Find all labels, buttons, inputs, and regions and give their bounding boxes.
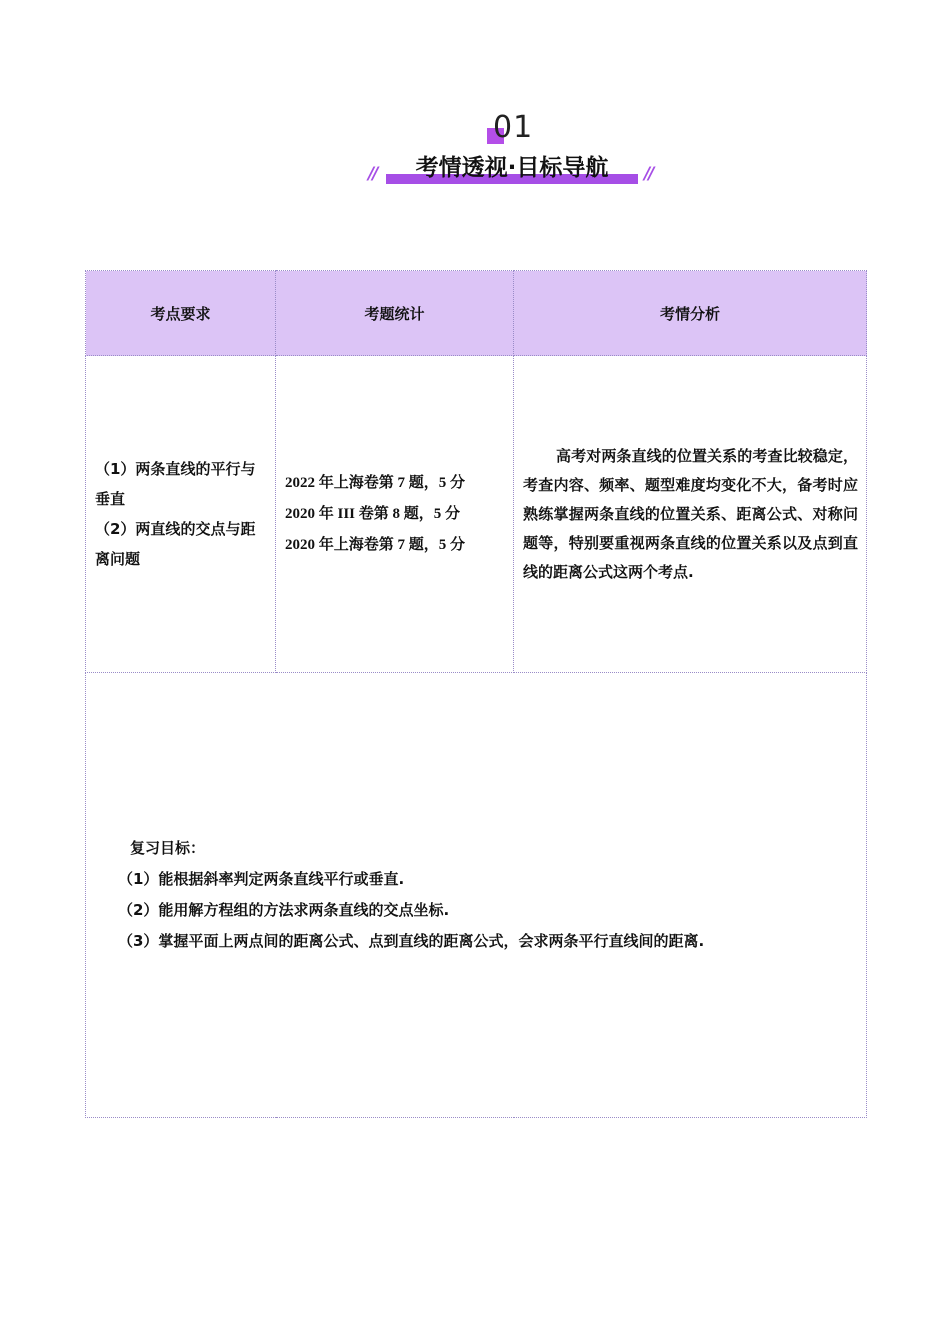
requirement-item: （2）两直线的交点与距离问题 [95, 520, 256, 568]
table-row [86, 356, 867, 673]
section-header [0, 108, 950, 198]
column-header-statistics: 考题统计 [276, 271, 514, 356]
review-goals-title: 复习目标： [130, 839, 206, 857]
requirements-cell [86, 356, 276, 673]
exam-analysis-table [85, 270, 867, 1118]
section-number: 01 [493, 110, 534, 145]
slash-decoration-right: // [644, 164, 653, 184]
slash-decoration-left: // [368, 164, 377, 184]
goal-item: （2）能用解方程组的方法求两条直线的交点坐标. [118, 901, 450, 919]
review-goals-row [86, 673, 867, 1118]
stat-item: 2020 年上海卷第 7 题，5 分 [285, 536, 466, 553]
stat-item: 2020 年 III 卷第 8 题，5 分 [285, 505, 461, 522]
column-header-analysis: 考情分析 [514, 271, 867, 356]
analysis-text: 高考对两条直线的位置关系的考查比较稳定，考查内容、频率、题型难度均变化不大，备考时应熟练掌握两条直线的位置关系、距离公式、对称问题等，特别要重视两条直线的位置关系以及点到直线的距离公式这两个考点. [523, 446, 858, 581]
analysis-cell [514, 356, 867, 673]
stat-item: 2022 年上海卷第 7 题，5 分 [285, 474, 466, 491]
requirement-item: （1）两条直线的平行与垂直 [95, 460, 256, 508]
goal-item: （3）掌握平面上两点间的距离公式、点到直线的距离公式，会求两条平行直线间的距离. [118, 932, 705, 950]
review-goals-cell [86, 673, 867, 1118]
table-header-row [86, 271, 867, 356]
statistics-cell [276, 356, 514, 673]
goal-item: （1）能根据斜率判定两条直线平行或垂直. [118, 870, 405, 888]
column-header-requirements: 考点要求 [86, 271, 276, 356]
section-title: 考情透视·目标导航 [415, 155, 609, 181]
